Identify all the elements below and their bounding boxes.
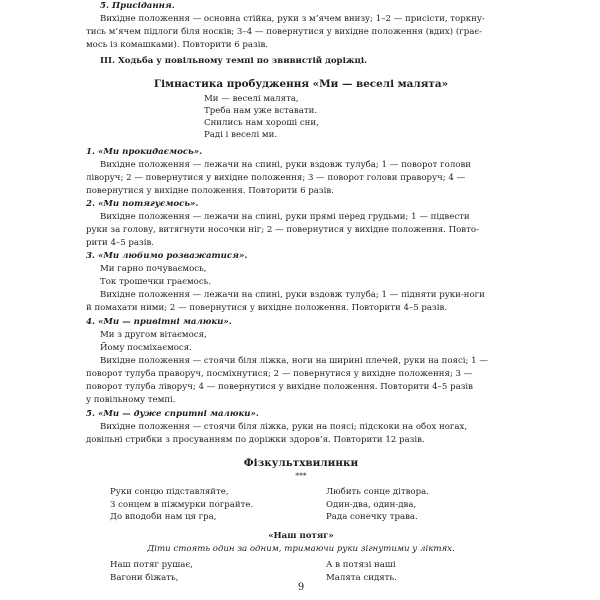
rhyme-line: Ми гарно почуваємось, — [100, 264, 207, 274]
exercise-text: повернутися у вихідне положення. Повторити 6 разів. — [86, 186, 334, 196]
exercise-text: тись м’ячем підлоги біля носків; 3–4 — повернутися у вихідне положення (вдих) (грає- — [86, 27, 483, 37]
section-title: Гімнастика пробудження «Ми — веселі малята» — [153, 78, 449, 90]
exercise-heading: 5. «Ми — дуже спритні малюки». — [86, 409, 259, 419]
section-heading: III. Ходьба у повільному темпі по звивистій доріжці. — [100, 56, 368, 66]
page-number: 9 — [297, 582, 305, 593]
exercise-text: Вихідне положення — основна стійка, руки з м’ячем внизу; 1–2 — присісти, торкну- — [100, 14, 485, 24]
exercise-text: й помахати ними; 2 — повернутися у вихідне положення. Повторити 4–5 разів. — [86, 303, 448, 313]
poem-line: Малята сидять. — [326, 572, 397, 583]
exercise-heading: 1. «Ми прокидаємось». — [86, 147, 203, 157]
poem-line: Снились нам хороші сни, — [204, 118, 319, 128]
rhyme-line: Tок трошечки граємось. — [100, 277, 212, 287]
exercise-text: поворот тулуба праворуч, посміхнутися; 2 — повернутися у вихідне положення; 3 — — [86, 369, 473, 379]
poem-line: Наш потяг рушає, — [110, 560, 193, 570]
poem — [204, 93, 319, 141]
rhyme-line: Ми з другом вітаємося, — [100, 330, 207, 340]
exercise-text: поворот тулуба ліворуч; 4 — повернутися у вихідне положення. Повторити 4–5 разів — [86, 382, 473, 392]
exercise-text: Вихідне положення — стоячи біля ліжка, ноги на ширині плечей, руки на поясі; 1 — — [100, 356, 488, 366]
stars-divider: *** — [295, 471, 307, 480]
poem-line: З сонцем в піжмурки пограйте. — [110, 499, 254, 510]
poem-right-column — [326, 486, 429, 524]
poem-line: Треба нам уже вставати. — [204, 106, 318, 116]
instruction-text: Діти стоять один за одним, тримаючи руки зігнутими у ліктях. — [147, 544, 455, 554]
exercise-heading: 2. «Ми потягуємось». — [86, 199, 199, 209]
poem-line: А в потязі наші — [326, 560, 396, 570]
exercise-text: довільні стрибки з просуванням по доріжки здоров’я. Повторити 12 разів. — [86, 435, 425, 445]
poem-right-column — [326, 559, 397, 584]
exercise-text: руки за голову, витягнути носочки ніг; 2 — повернутися у вихідне положення. Повто- — [86, 225, 479, 235]
exercise-text: у повільному темпі. — [86, 395, 176, 405]
section-title: Фізкультхвилинки — [243, 457, 359, 469]
exercise-heading: 5. Присідання. — [100, 1, 175, 11]
poem-line: Рада сонечку трава. — [326, 512, 418, 522]
exercise-text: Вихідне положення — лежачи на спині, руки вздовж тулуба; 1 — підняти руки-ноги — [100, 290, 485, 300]
poem-line: Руки сонцю підставляйте, — [110, 487, 229, 497]
exercise-text: Вихідне положення — лежачи на спині, руки вздовж тулуба; 1 — поворот голови — [100, 160, 472, 170]
poem-line: Вагони біжать, — [110, 572, 179, 583]
poem-left-column — [110, 486, 253, 524]
exercise-heading: 3. «Ми любимо розважатися». — [86, 251, 248, 261]
poem-line: Раді і веселі ми. — [204, 130, 278, 140]
exercise-text: Вихідне положення — стоячи біля ліжка, руки на поясі; підскоки на обох ногах, — [100, 422, 468, 432]
exercise-heading: 4. «Ми — привітні малюки». — [86, 317, 232, 327]
poem-line: Любить сонце дітвора. — [326, 487, 429, 497]
poem-line: Ми — веселі малята, — [204, 94, 299, 104]
poem-line: До вподоби нам ця гра, — [110, 512, 217, 522]
rhyme-line: Йому посміхаємося. — [100, 343, 192, 353]
exercise-text: рити 4–5 разів. — [86, 238, 155, 248]
poem-line: Один-два, один-два, — [326, 499, 417, 510]
exercise-text: ліворуч; 2 — повернутися у вихідне положення; 3 — поворот голови праворуч; 4 — — [86, 173, 466, 183]
subsection-title: «Наш потяг» — [268, 531, 334, 541]
exercise-text: мось із комашками). Повторити 6 разів. — [86, 40, 269, 50]
poem-left-column — [110, 559, 193, 584]
exercise-text: Вихідне положення — лежачи на спині, руки прямі перед грудьми; 1 — підвести — [100, 212, 470, 222]
